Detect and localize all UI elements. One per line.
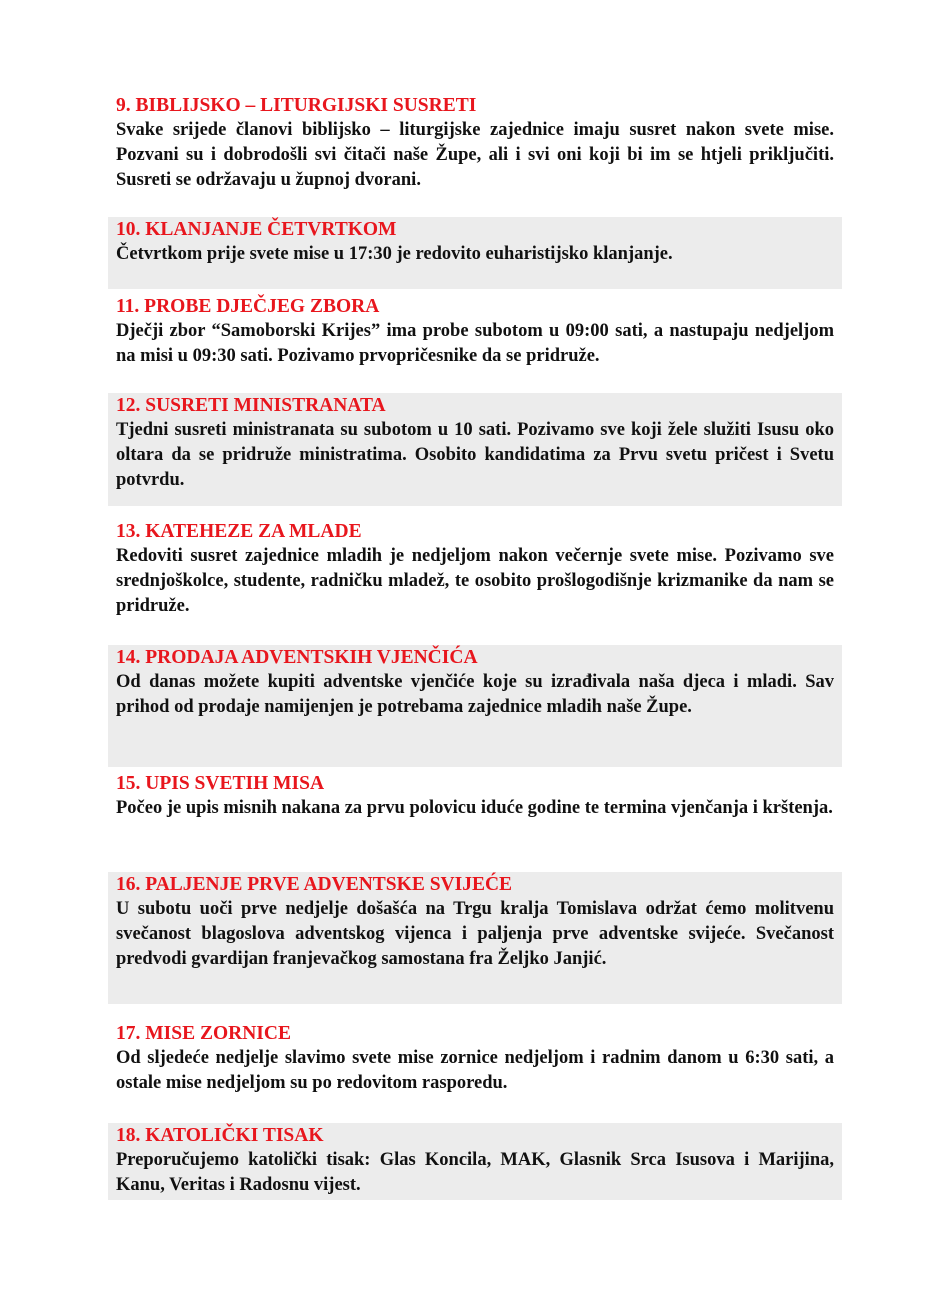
section-heading: 9. BIBLIJSKO – LITURGIJSKI SUSRETI xyxy=(116,95,477,116)
announcement-first-advent-candle xyxy=(108,872,842,1004)
section-text: Svake srijede članovi biblijsko – liturgijske zajednice imaju susret nakon svete mise. Pozvani su i dobrodošli svi čitači naše Župe, ali i svi oni koji bi im se htjeli priključiti. Susreti se održavaju u župnoj dvorani. xyxy=(116,120,834,190)
announcement-youth-catechesis xyxy=(108,519,842,629)
section-heading: 15. UPIS SVETIH MISA xyxy=(116,773,325,794)
section-text: Preporučujemo katolički tisak: Glas Koncila, MAK, Glasnik Srca Isusova i Marijina, Kanu, Veritas i Radosnu vijest. xyxy=(116,1150,834,1195)
section-heading: 16. PALJENJE PRVE ADVENTSKE SVIJEĆE xyxy=(116,874,513,895)
section-text: Od sljedeće nedjelje slavimo svete mise zornice nedjeljom i radnim danom u 6:30 sati, a ostale mise nedjeljom su po redovitom rasporedu. xyxy=(116,1048,834,1093)
section-heading: 11. PROBE DJEČJEG ZBORA xyxy=(116,296,380,317)
announcement-catholic-press xyxy=(108,1123,842,1200)
announcement-thursday-adoration xyxy=(108,217,842,289)
section-text: Tjedni susreti ministranata su subotom u 10 sati. Pozivamo sve koji žele služiti Isusu oko oltara da se pridruže ministratima. Osobito kandidatima za Prvu svetu pričest i Svetu potvrdu. xyxy=(116,420,834,490)
section-text: Dječji zbor “Samoborski Krijes” ima probe subotom u 09:00 sati, a nastupaju nedjeljom na misi u 09:30 sati. Pozivamo prvopričesnike da se pridruže. xyxy=(116,321,834,366)
announcement-biblical-liturgical-meetings xyxy=(108,93,842,200)
section-text: Četvrtkom prije svete mise u 17:30 je redovito euharistijsko klanjanje. xyxy=(116,244,673,264)
announcement-rorate-masses xyxy=(108,1021,842,1111)
section-text: Od danas možete kupiti adventske vjenčiće koje su izrađivala naša djeca i mladi. Sav prihod od prodaje namijenjen je potrebama zajednice mladih naše Župe. xyxy=(116,672,834,717)
section-heading: 18. KATOLIČKI TISAK xyxy=(116,1125,324,1146)
section-text: Počeo je upis misnih nakana za prvu polovicu iduće godine te termina vjenčanja i krštenja. xyxy=(116,798,833,818)
section-heading: 14. PRODAJA ADVENTSKIH VJENČIĆA xyxy=(116,647,478,668)
announcement-childrens-choir xyxy=(108,294,842,376)
announcement-altar-servers xyxy=(108,393,842,506)
announcement-advent-wreath-sale xyxy=(108,645,842,767)
section-text: U subotu uoči prve nedjelje došašća na Trgu kralja Tomislava održat ćemo molitvenu svečanost blagoslova adventskog vijenca i paljenja prve adventske svijeće. Svečanost predvodi gvardijan franjevačkog samostana fra Željko Janjić. xyxy=(116,899,834,969)
section-heading: 13. KATEHEZE ZA MLADE xyxy=(116,521,362,542)
section-heading: 12. SUSRETI MINISTRANATA xyxy=(116,395,386,416)
announcement-mass-intentions xyxy=(108,771,842,855)
section-heading: 17. MISE ZORNICE xyxy=(116,1023,291,1044)
section-text: Redoviti susret zajednice mladih je nedjeljom nakon večernje svete mise. Pozivamo sve srednjoškolce, studente, radničku mladež, te osobito prošlogodišnje krizmanike da nam se pridruže. xyxy=(116,546,834,616)
section-heading: 10. KLANJANJE ČETVRTKOM xyxy=(116,219,397,240)
